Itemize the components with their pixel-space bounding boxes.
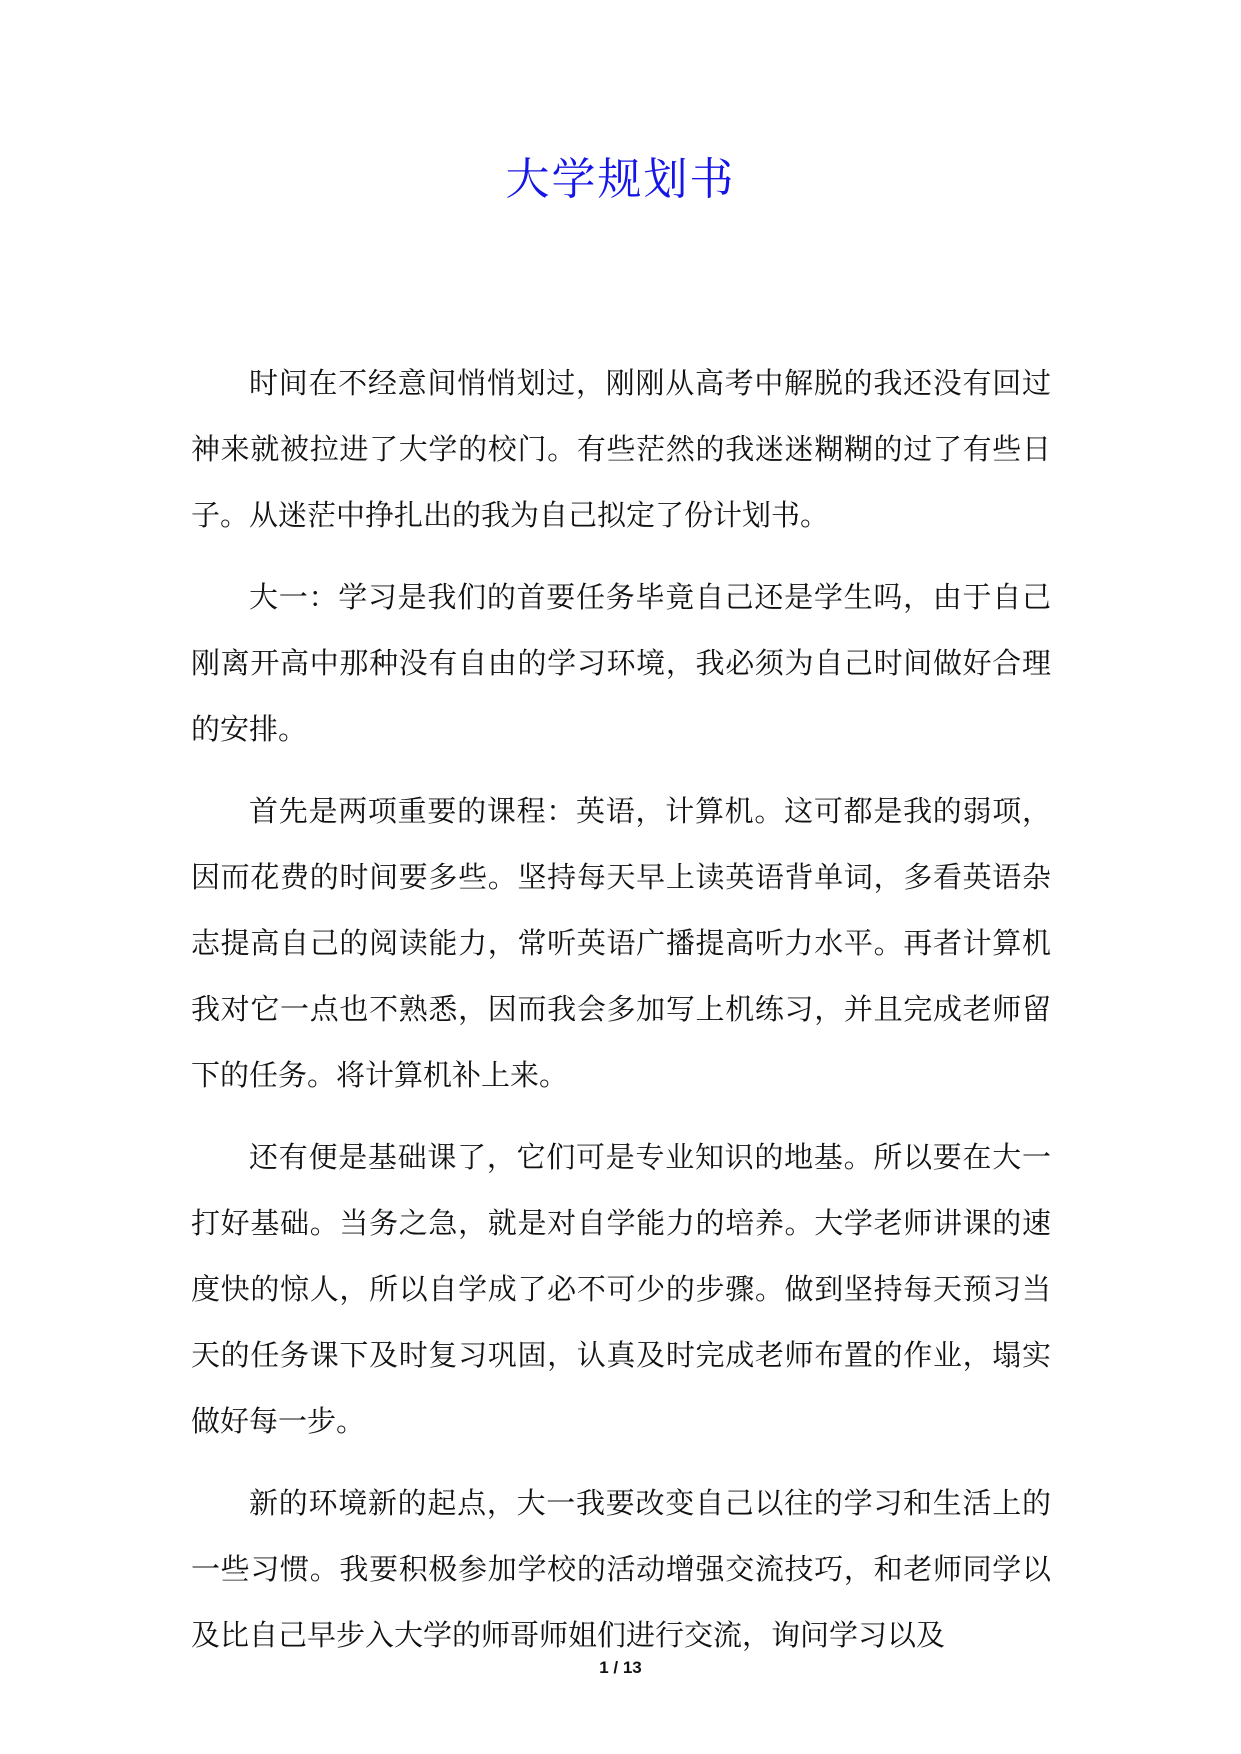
paragraph-1: 时间在不经意间悄悄划过，刚刚从高考中解脱的我还没有回过神来就被拉进了大学的校门。有些茫然的我迷迷糊糊的过了有些日子。从迷茫中挣扎出的我为自己拟定了份计划书。 <box>191 366 1051 532</box>
document-body <box>191 350 1051 1684</box>
paragraph-2: 大一：学习是我们的首要任务毕竟自己还是学生吗，由于自己刚离开高中那种没有自由的学习环境，我必须为自己时间做好合理的安排。 <box>191 580 1051 746</box>
paragraph-4: 还有便是基础课了，它们可是专业知识的地基。所以要在大一打好基础。当务之急，就是对自学能力的培养。大学老师讲课的速度快的惊人，所以自学成了必不可少的步骤。做到坚持每天预习当天的任务课下及时复习巩固，认真及时完成老师布置的作业，塌实做好每一步。 <box>191 1140 1051 1438</box>
page-number: 1 / 13 <box>599 1658 642 1677</box>
paragraph-3: 首先是两项重要的课程：英语，计算机。这可都是我的弱项，因而花费的时间要多些。坚持每天早上读英语背单词，多看英语杂志提高自己的阅读能力，常听英语广播提高听力水平。再者计算机我对它一点也不熟悉，因而我会多加写上机练习，并且完成老师留下的任务。将计算机补上来。 <box>191 794 1051 1092</box>
document-title: 大学规划书 <box>505 154 736 205</box>
paragraph-5: 新的环境新的起点，大一我要改变自己以往的学习和生活上的一些习惯。我要积极参加学校的活动增强交流技巧，和老师同学以及比自己早步入大学的师哥师姐们进行交流，询问学习以及 <box>191 1486 1051 1652</box>
